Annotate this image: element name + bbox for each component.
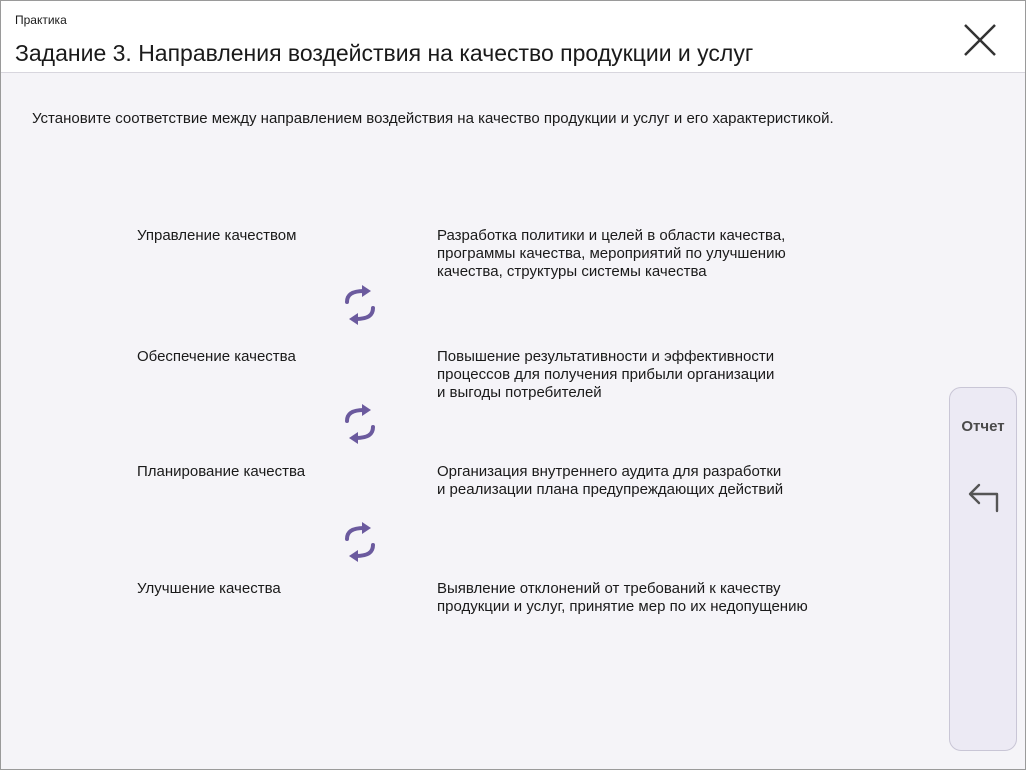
swap-button-1[interactable] xyxy=(342,285,378,325)
close-icon xyxy=(959,19,1001,61)
right-item-line: и реализации плана предупреждающих действий xyxy=(437,481,784,498)
task-instruction: Установите соответствие между направлением воздействия на качество продукции и услуг и его характеристикой. xyxy=(32,110,834,127)
right-item-line: процессов для получения прибыли организации xyxy=(437,366,775,383)
undo-arrow-icon xyxy=(967,480,1003,516)
right-item-line: Организация внутреннего аудита для разработки xyxy=(437,463,782,480)
right-item-line: продукции и услуг, принятие мер по их недопущению xyxy=(437,598,808,615)
back-button[interactable] xyxy=(967,480,1003,516)
swap-arrows-icon xyxy=(342,404,378,444)
page-title: Задание 3. Направления воздействия на качество продукции и услуг xyxy=(15,40,754,66)
header xyxy=(1,1,1025,73)
right-item-line: Разработка политики и целей в области качества, xyxy=(437,227,786,244)
left-item-1: Управление качеством xyxy=(137,227,297,244)
left-item-3: Планирование качества xyxy=(137,463,306,480)
right-item-line: программы качества, мероприятий по улучшению xyxy=(437,245,786,262)
right-item-3 xyxy=(437,463,837,499)
right-item-1 xyxy=(437,227,837,281)
right-item-line: и выгоды потребителей xyxy=(437,384,602,401)
section-label: Практика xyxy=(15,13,67,27)
right-item-line: Выявление отклонений от требований к качеству xyxy=(437,580,781,597)
right-item-line: качества, структуры системы качества xyxy=(437,263,707,280)
swap-button-2[interactable] xyxy=(342,404,378,444)
right-item-line: Повышение результативности и эффективности xyxy=(437,348,775,365)
report-button[interactable]: Отчет xyxy=(961,418,1005,435)
left-item-2: Обеспечение качества xyxy=(137,348,296,365)
swap-button-3[interactable] xyxy=(342,522,378,562)
swap-arrows-icon xyxy=(342,285,378,325)
left-item-4: Улучшение качества xyxy=(137,580,281,597)
swap-arrows-icon xyxy=(342,522,378,562)
close-button[interactable] xyxy=(959,19,1001,61)
right-item-4 xyxy=(437,580,837,616)
right-item-2 xyxy=(437,348,837,402)
side-panel xyxy=(949,387,1017,751)
